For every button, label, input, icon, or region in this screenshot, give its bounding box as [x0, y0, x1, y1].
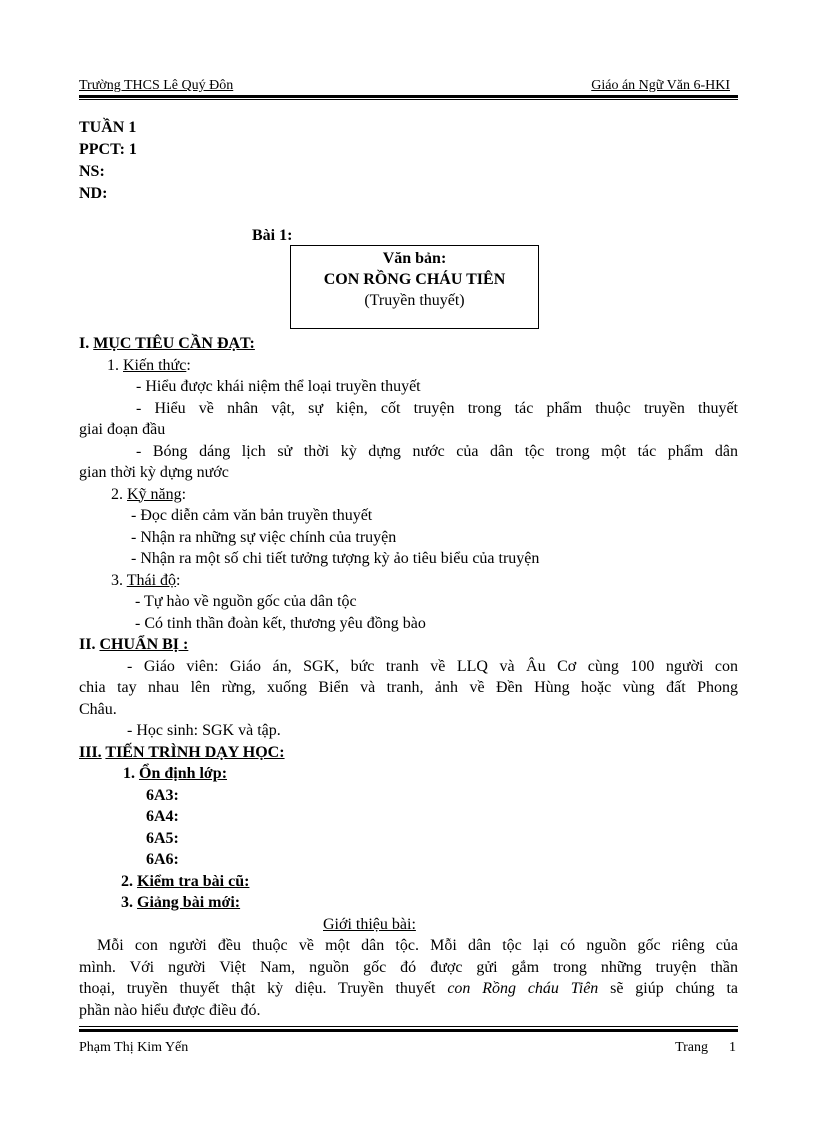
intro-line: mình. Với người Việt Nam, nguồn gốc đó được gửi gắm trong những truyện thần	[79, 958, 738, 976]
class-item: 6A6:	[146, 851, 179, 868]
section-preparation-heading	[79, 634, 738, 656]
lesson-meta	[79, 117, 137, 205]
skill-item: - Nhận ra một số chi tiết tưởng tượng kỳ ảo tiêu biểu của truyện	[131, 550, 540, 567]
subsection-attitude	[79, 570, 738, 592]
subsection-title: Thái độ	[126, 571, 177, 589]
page-indicator	[675, 1040, 736, 1056]
step-old-lesson-check	[79, 871, 738, 893]
knowledge-item-cont: gian thời kỳ dựng nước	[79, 464, 229, 481]
skill-item: - Nhận ra những sự việc chính của truyện	[131, 528, 397, 546]
attitude-item: - Có tinh thần đoàn kết, thương yêu đồng bào	[135, 614, 426, 632]
knowledge-item: - Hiểu về nhân vật, sự kiện, cốt truyện trong tác phẩm thuộc truyền thuyết	[136, 399, 738, 417]
footer-rule-thin	[79, 1026, 738, 1027]
subsection-title: Kỹ năng	[127, 485, 182, 503]
step-number: 3.	[121, 894, 133, 911]
text-type: Văn bản:	[382, 250, 447, 267]
lesson-genre: (Truyền thuyết)	[364, 292, 465, 309]
section-number: I.	[79, 335, 90, 352]
class-item: 6A3:	[146, 786, 179, 804]
header-rule-thick	[79, 95, 738, 98]
ppct-label: PPCT: 1	[79, 141, 137, 158]
header-rule-thin	[79, 99, 738, 100]
subsection-number: 2.	[111, 485, 123, 503]
intro-heading	[79, 914, 738, 936]
intro-heading-text: Giới thiệu bài:	[323, 915, 416, 933]
section-objectives-heading	[79, 333, 738, 355]
lesson-title: CON RỒNG CHÁU TIÊN	[323, 271, 506, 288]
school-name: Trường THCS Lê Quý Đôn	[79, 78, 234, 93]
intro-text: thoại, truyền thuyết thật kỳ diệu. Truyền thuyết	[79, 980, 436, 997]
step-title: Ổn định lớp:	[139, 765, 228, 782]
skill-item: - Đọc diễn cảm văn bản truyền thuyết	[131, 507, 373, 524]
lesson-body	[79, 333, 738, 1021]
subsection-colon: :	[181, 485, 187, 503]
subject-name: Giáo án Ngữ Văn 6-HKI	[591, 78, 730, 93]
preparation-teacher-cont: chia tay nhau lên rừng, xuống Biển và tranh, ảnh về Đền Hùng hoặc vùng đất Phong	[79, 679, 738, 696]
step-number: 2.	[121, 872, 133, 890]
week-label: TUẦN 1	[79, 119, 137, 136]
attitude-item: - Tự hào về nguồn gốc của dân tộc	[135, 593, 357, 610]
subsection-colon: :	[176, 571, 181, 589]
lesson-number: Bài 1:	[252, 227, 293, 244]
subsection-colon: :	[186, 356, 191, 374]
class-item: 6A5:	[146, 829, 179, 847]
section-title: CHUẨN BỊ :	[99, 636, 189, 653]
page-header	[79, 78, 738, 94]
section-process-heading	[79, 742, 738, 764]
author-name: Phạm Thị Kim Yến	[79, 1040, 189, 1055]
knowledge-item: - Hiểu được khái niệm thể loại truyền thuyết	[136, 378, 421, 395]
step-title: Kiểm tra bài cũ:	[137, 872, 250, 890]
preparation-teacher: - Giáo viên: Giáo án, SGK, bức tranh về LLQ và Âu Cơ cùng 100 người con	[127, 657, 738, 675]
page-label: Trang	[675, 1040, 708, 1055]
intro-line: phần nào hiểu được điều đó.	[79, 1001, 261, 1019]
section-title: MỤC TIÊU CẦN ĐẠT:	[93, 335, 255, 352]
step-title: Giảng bài mới:	[137, 894, 241, 911]
subsection-knowledge	[79, 355, 738, 377]
lesson-title-box	[290, 245, 539, 329]
ns-label: NS:	[79, 163, 105, 180]
preparation-student: - Học sinh: SGK và tập.	[127, 722, 281, 739]
step-new-lesson	[79, 892, 738, 914]
subsection-skills	[79, 484, 738, 506]
intro-line: Mỗi con người đều thuộc về một dân tộc. Mỗi dân tộc lại có nguồn gốc riêng của	[97, 937, 738, 954]
section-number: II.	[79, 636, 96, 653]
subsection-title: Kiến thức	[123, 356, 187, 374]
subsection-number: 1.	[107, 356, 119, 374]
knowledge-item-cont: giai đoạn đầu	[79, 421, 166, 438]
intro-line	[79, 978, 738, 1000]
intro-story-title: con Rồng cháu Tiên	[447, 980, 599, 997]
footer-rule-thick	[79, 1029, 738, 1032]
intro-text: sẽ giúp chúng ta	[610, 980, 739, 997]
subsection-number: 3.	[111, 571, 123, 589]
step-class-order	[79, 763, 738, 785]
page-number: 1	[729, 1040, 736, 1055]
step-number: 1.	[123, 765, 135, 782]
knowledge-item: - Bóng dáng lịch sử thời kỳ dựng nước của dân tộc trong một tác phẩm dân	[136, 442, 738, 460]
preparation-teacher-cont: Châu.	[79, 700, 117, 718]
class-item: 6A4:	[146, 808, 179, 825]
nd-label: ND:	[79, 185, 108, 202]
section-title: TIẾN TRÌNH DẠY HỌC:	[105, 743, 285, 761]
section-number: III.	[79, 743, 102, 761]
